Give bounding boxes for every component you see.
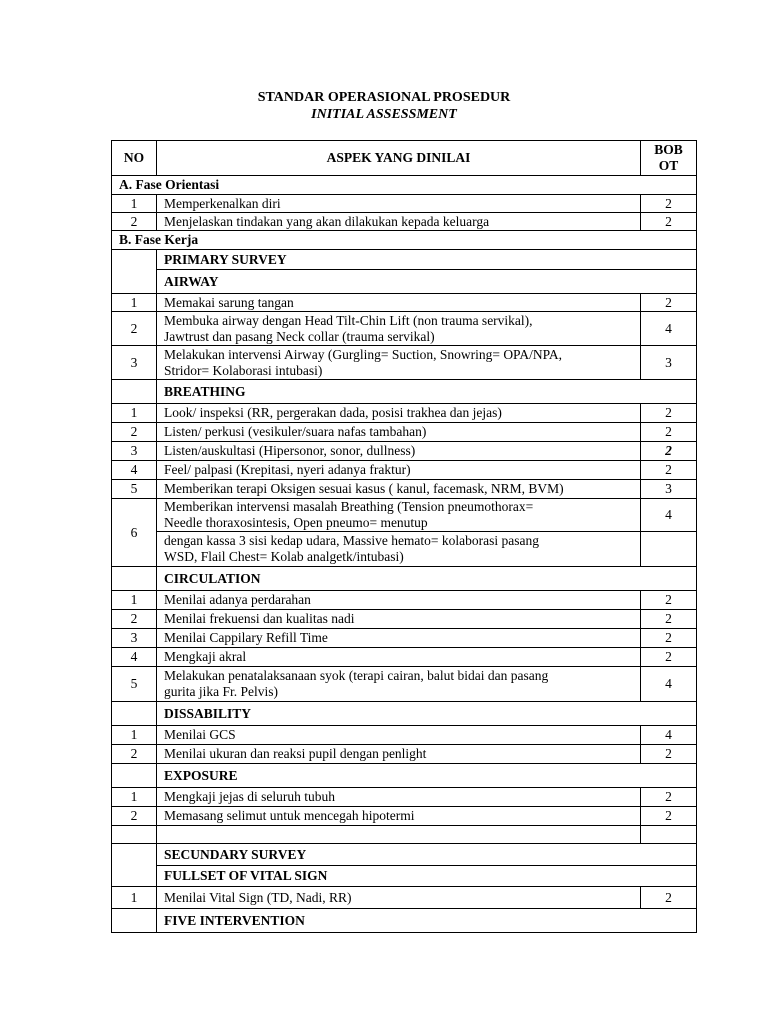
blank-cell (112, 844, 157, 887)
row-bobot: 3 (641, 346, 697, 380)
row-bobot: 2 (641, 423, 697, 442)
row-no: 1 (112, 887, 157, 909)
blank-cell (112, 250, 157, 294)
row-bobot: 2 (641, 213, 697, 231)
empty-row (112, 826, 697, 844)
row-no: 1 (112, 726, 157, 745)
breathing-heading: BREATHING (157, 380, 697, 404)
row-aspek-line1: Membuka airway dengan Head Tilt-Chin Lift (non trauma servikal), (164, 312, 533, 328)
row-aspek (157, 312, 641, 346)
row-no: 2 (112, 610, 157, 629)
row-aspek: Listen/ perkusi (vesikuler/suara nafas tambahan) (157, 423, 641, 442)
row-bobot: 4 (641, 667, 697, 702)
row-aspek: Look/ inspeksi (RR, pergerakan dada, posisi trakhea dan jejas) (157, 404, 641, 423)
row-bobot: 2 (641, 442, 697, 461)
table-row (112, 788, 697, 807)
row-aspek (157, 346, 641, 380)
subsection-row (112, 250, 697, 270)
table-row-continued (112, 532, 697, 567)
header-bobot (641, 141, 697, 176)
row-bobot: 2 (641, 404, 697, 423)
table-row (112, 195, 697, 213)
row-aspek: Listen/auskultasi (Hipersonor, sonor, dullness) (157, 442, 641, 461)
table-row (112, 346, 697, 380)
secundary-survey-heading: SECUNDARY SURVEY (157, 844, 697, 866)
row-bobot: 3 (641, 480, 697, 499)
exposure-heading: EXPOSURE (157, 764, 697, 788)
table-row (112, 648, 697, 667)
row-bobot: 4 (641, 312, 697, 346)
table-row (112, 312, 697, 346)
row-no: 3 (112, 629, 157, 648)
row-aspek: Menilai frekuensi dan kualitas nadi (157, 610, 641, 629)
fullset-heading: FULLSET OF VITAL SIGN (157, 866, 697, 887)
blank-cell (112, 909, 157, 933)
row-bobot: 4 (641, 499, 697, 532)
subsection-row (112, 844, 697, 866)
row-aspek: Feel/ palpasi (Krepitasi, nyeri adanya fraktur) (157, 461, 641, 480)
row-aspek: Menilai GCS (157, 726, 641, 745)
table-row (112, 294, 697, 312)
row-aspek-line2: Jawtrust dan pasang Neck collar (trauma servikal) (164, 328, 435, 344)
row-aspek-line1: Melakukan penatalaksanaan syok (terapi cairan, balut bidai dan pasang (164, 668, 549, 683)
subsection-row (112, 702, 697, 726)
row-aspek-line1: Melakukan intervensi Airway (Gurgling= Suction, Snowring= OPA/NPA, (164, 346, 562, 362)
blank-cell (641, 826, 697, 844)
table-row (112, 213, 697, 231)
table-row (112, 461, 697, 480)
row-aspek-line2: Stridor= Kolaborasi intubasi) (164, 362, 323, 378)
table-row (112, 887, 697, 909)
row-no: 1 (112, 591, 157, 610)
row-aspek-line2: WSD, Flail Chest= Kolab analgetk/intubasi) (164, 549, 404, 564)
row-bobot: 2 (641, 461, 697, 480)
row-aspek-line1: dengan kassa 3 sisi kedap udara, Massive hemato= kolaborasi pasang (164, 533, 540, 548)
row-no: 2 (112, 423, 157, 442)
circulation-heading: CIRCULATION (157, 567, 697, 591)
row-bobot: 2 (641, 788, 697, 807)
table-row (112, 726, 697, 745)
row-aspek: Mengkaji akral (157, 648, 641, 667)
section-fase-orientasi: A. Fase Orientasi (112, 176, 697, 195)
subsection-row (112, 909, 697, 933)
table-row (112, 499, 697, 532)
blank-cell (157, 826, 641, 844)
row-bobot: 2 (641, 745, 697, 764)
table-row (112, 404, 697, 423)
table-row (112, 442, 697, 461)
blank-cell (112, 702, 157, 726)
dissability-heading: DISSABILITY (157, 702, 697, 726)
row-bobot: 2 (641, 195, 697, 213)
row-aspek: Menilai Vital Sign (TD, Nadi, RR) (157, 887, 641, 909)
blank-cell (641, 532, 697, 567)
row-no: 2 (112, 312, 157, 346)
row-no: 2 (112, 213, 157, 231)
row-aspek (157, 499, 641, 532)
row-no: 1 (112, 195, 157, 213)
row-bobot: 2 (641, 591, 697, 610)
subsection-row (112, 380, 697, 404)
blank-cell (112, 826, 157, 844)
row-no: 3 (112, 442, 157, 461)
row-bobot: 2 (641, 294, 697, 312)
section-row (112, 176, 697, 195)
subsection-row (112, 270, 697, 294)
row-aspek (157, 667, 641, 702)
subsection-row (112, 866, 697, 887)
header-bobot-line2: OT (658, 158, 679, 173)
row-aspek-line2: Needle thoraxosintesis, Open pneumo= menutup (164, 515, 428, 530)
table-row (112, 480, 697, 499)
row-bobot: 2 (641, 648, 697, 667)
row-no: 2 (112, 807, 157, 826)
table-row (112, 610, 697, 629)
row-no: 1 (112, 294, 157, 312)
row-no: 6 (112, 499, 157, 567)
document-title: STANDAR OPERASIONAL PROSEDUR (257, 90, 511, 105)
row-no: 4 (112, 461, 157, 480)
subsection-row (112, 567, 697, 591)
table-row (112, 745, 697, 764)
section-row (112, 231, 697, 250)
row-aspek: Mengkaji jejas di seluruh tubuh (157, 788, 641, 807)
row-bobot: 2 (641, 629, 697, 648)
blank-cell (112, 764, 157, 788)
row-aspek: Menilai adanya perdarahan (157, 591, 641, 610)
row-no: 1 (112, 404, 157, 423)
row-aspek: Memasang selimut untuk mencegah hipotermi (157, 807, 641, 826)
section-fase-kerja: B. Fase Kerja (112, 231, 697, 250)
assessment-table (111, 140, 697, 933)
row-aspek: Menilai Cappilary Refill Time (157, 629, 641, 648)
row-aspek: Memakai sarung tangan (157, 294, 641, 312)
primary-survey-heading: PRIMARY SURVEY (157, 250, 697, 270)
five-intervention-heading: FIVE INTERVENTION (157, 909, 697, 933)
row-aspek: Menilai ukuran dan reaksi pupil dengan penlight (157, 745, 641, 764)
blank-cell (112, 567, 157, 591)
header-no: NO (112, 141, 157, 176)
table-row (112, 629, 697, 648)
row-aspek-line2: gurita jika Fr. Pelvis) (164, 684, 278, 699)
header-aspek: ASPEK YANG DINILAI (157, 141, 641, 176)
row-no: 4 (112, 648, 157, 667)
header-bobot-line1: BOB (654, 142, 683, 157)
subsection-row (112, 764, 697, 788)
row-bobot: 2 (641, 610, 697, 629)
header-row (112, 141, 697, 176)
row-aspek: Memperkenalkan diri (157, 195, 641, 213)
row-aspek: Memberikan terapi Oksigen sesuai kasus ( kanul, facemask, NRM, BVM) (157, 480, 641, 499)
row-aspek (157, 532, 641, 567)
row-no: 1 (112, 788, 157, 807)
table-row (112, 423, 697, 442)
row-aspek: Menjelaskan tindakan yang akan dilakukan kepada keluarga (157, 213, 641, 231)
table-row (112, 807, 697, 826)
row-bobot: 2 (641, 887, 697, 909)
document-subtitle: INITIAL ASSESSMENT (311, 107, 457, 122)
row-no: 2 (112, 745, 157, 764)
row-aspek-line1: Memberikan intervensi masalah Breathing (Tension pneumothorax= (164, 499, 534, 514)
table-row (112, 591, 697, 610)
row-bobot: 4 (641, 726, 697, 745)
airway-heading: AIRWAY (157, 270, 697, 294)
table-row (112, 667, 697, 702)
row-no: 5 (112, 667, 157, 702)
blank-cell (112, 380, 157, 404)
row-no: 3 (112, 346, 157, 380)
row-no: 5 (112, 480, 157, 499)
row-bobot: 2 (641, 807, 697, 826)
